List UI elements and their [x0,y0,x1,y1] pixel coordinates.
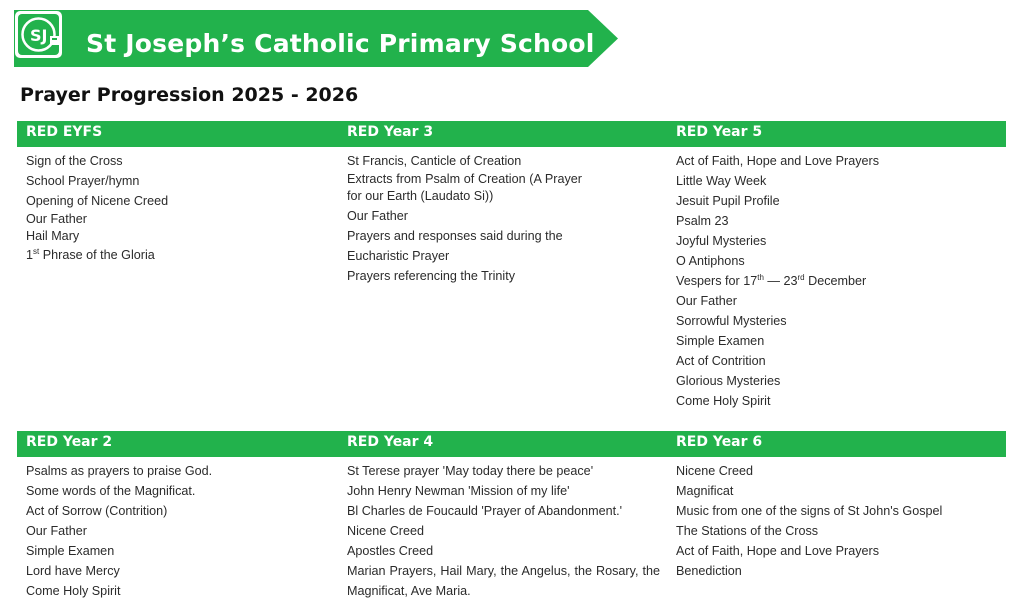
list-item: John Henry Newman 'Mission of my life' [347,484,570,498]
school-logo [14,10,63,59]
list-item: Benediction [676,564,742,578]
list-item: Simple Examen [26,544,115,558]
list-item: Joyful Mysteries [676,234,767,248]
item-text: Phrase of the Gloria [42,248,155,262]
ordinal-number: 1 [26,248,34,262]
list-item: Psalm 23 [676,214,729,228]
list-item: Jesuit Pupil Profile [676,194,780,208]
list-item [26,245,326,265]
school-name: St Joseph’s Catholic Primary School [86,29,595,58]
prayer-list-year-2 [26,461,326,601]
list-item: School Prayer/hymn [26,174,140,188]
list-item: Bl Charles de Foucauld 'Prayer of Abandonment.' [347,504,623,518]
list-item [676,271,996,291]
prayer-list-year-5 [676,151,996,411]
list-item: Sign of the Cross [26,154,123,168]
item-text: Vespers for 17 [676,274,758,288]
list-item: Hail Mary [26,229,80,243]
prayer-list-eyfs [26,151,326,265]
list-item: Our Father [26,524,87,538]
ordinal-suffix: rd [797,272,805,282]
list-item: Our Father [347,209,408,223]
list-item: Come Holy Spirit [676,394,771,408]
school-banner [14,10,618,67]
item-text: December [804,274,867,288]
list-item: Act of Sorrow (Contrition) [26,504,168,518]
list-item: Come Holy Spirit [26,584,121,598]
column-heading-year-5: RED Year 5 [676,124,763,140]
ordinal-suffix: th [757,272,764,282]
column-heading-year-2: RED Year 2 [26,434,113,450]
list-item: Prayers referencing the Trinity [347,269,515,283]
list-item: St Terese prayer 'May today there be peace' [347,464,594,478]
list-item: Marian Prayers, Hail Mary, the Angelus, the Rosary, the Magnificat, Ave Maria. [347,564,660,598]
section-header-bar-top [17,121,1006,147]
column-heading-year-4: RED Year 4 [347,434,434,450]
list-item: Music from one of the signs of St John's Gospel [676,504,943,518]
list-item: Some words of the Magnificat. [26,484,196,498]
column-heading-year-6: RED Year 6 [676,434,763,450]
section-header-bar-bottom [17,431,1006,457]
column-heading-year-3: RED Year 3 [347,124,434,140]
list-item: Prayers and responses said during the [347,229,563,243]
logo-letters: SJ [30,26,48,45]
list-item: Magnificat [676,484,734,498]
list-item: Act of Contrition [676,354,766,368]
list-item: Simple Examen [676,334,765,348]
list-item: Psalms as prayers to praise God. [26,464,213,478]
item-text: — 23 [763,274,798,288]
list-item: The Stations of the Cross [676,524,819,538]
ordinal-suffix: st [33,246,40,256]
list-item: Act of Faith, Hope and Love Prayers [676,154,880,168]
list-item: Glorious Mysteries [676,374,781,388]
list-item: St Francis, Canticle of Creation [347,154,522,168]
list-item: Sorrowful Mysteries [676,314,787,328]
list-item: Lord have Mercy [26,564,120,578]
list-item: O Antiphons [676,254,745,268]
list-item: Act of Faith, Hope and Love Prayers [676,544,880,558]
list-item: Extracts from Psalm of Creation (A Prayer for our Earth (Laudato Si)) [347,172,582,203]
column-heading-eyfs: RED EYFS [26,124,103,140]
list-item: Our Father [676,294,737,308]
list-item: Our Father [26,212,87,226]
list-item: Little Way Week [676,174,767,188]
list-item: Nicene Creed [676,464,754,478]
prayer-list-year-3 [347,151,582,286]
list-item: Nicene Creed [347,524,425,538]
prayer-list-year-6 [676,461,1006,581]
list-item: Eucharistic Prayer [347,249,450,263]
list-item: Opening of Nicene Creed [26,194,169,208]
document-title: Prayer Progression 2025 - 2026 [20,84,359,106]
prayer-list-year-4 [347,461,660,602]
list-item: Apostles Creed [347,544,434,558]
